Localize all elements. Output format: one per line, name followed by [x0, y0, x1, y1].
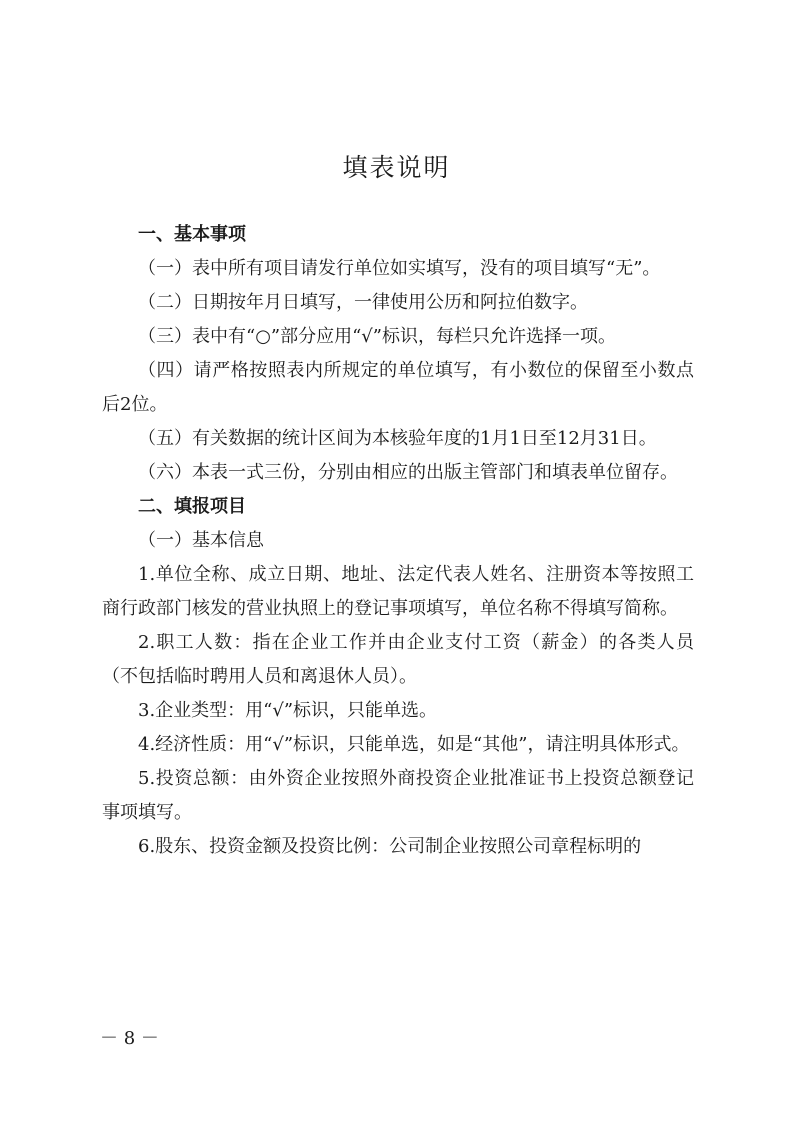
paragraph: 1.单位全称、成立日期、地址、法定代表人姓名、注册资本等按照工商行政部门核发的营业执照上的登记事项填写，单位名称不得填写简称。 [102, 564, 694, 619]
paragraph: （三）表中有“○”部分应用“√”标识，每栏只允许选择一项。 [138, 326, 616, 347]
paragraph: 5.投资总额：由外资企业按照外商投资企业批准证书上投资总额登记事项填写。 [102, 768, 694, 823]
paragraph: 3.企业类型：用“√”标识，只能单选。 [138, 700, 438, 721]
paragraph: 4.经济性质：用“√”标识，只能单选，如是“其他”，请注明具体形式。 [138, 734, 690, 755]
page-number: － 8 － [100, 1028, 159, 1049]
paragraph: （四）请严格按照表内所规定的单位填写，有小数位的保留至小数点后2位。 [102, 360, 694, 415]
paragraph: （一）基本信息 [138, 530, 264, 551]
paragraph: 2.职工人数：指在企业工作并由企业支付工资（薪金）的各类人员（不包括临时聘用人员和离退休人员）。 [102, 632, 694, 687]
paragraph: 6.股东、投资金额及投资比例：公司制企业按照公司章程标明的 [138, 836, 642, 857]
page-title: 填表说明 [342, 153, 451, 182]
document-body [102, 218, 694, 864]
paragraph: （五）有关数据的统计区间为本核验年度的1月1日至12月31日。 [138, 428, 657, 449]
section-heading: 二、填报项目 [138, 496, 246, 517]
paragraph: （二）日期按年月日填写，一律使用公历和阿拉伯数字。 [138, 292, 588, 313]
paragraph: （一）表中所有项目请发行单位如实填写，没有的项目填写“无”。 [138, 258, 661, 279]
paragraph: （六）本表一式三份，分别由相应的出版主管部门和填表单位留存。 [138, 462, 678, 483]
section-heading: 一、基本事项 [138, 224, 246, 245]
